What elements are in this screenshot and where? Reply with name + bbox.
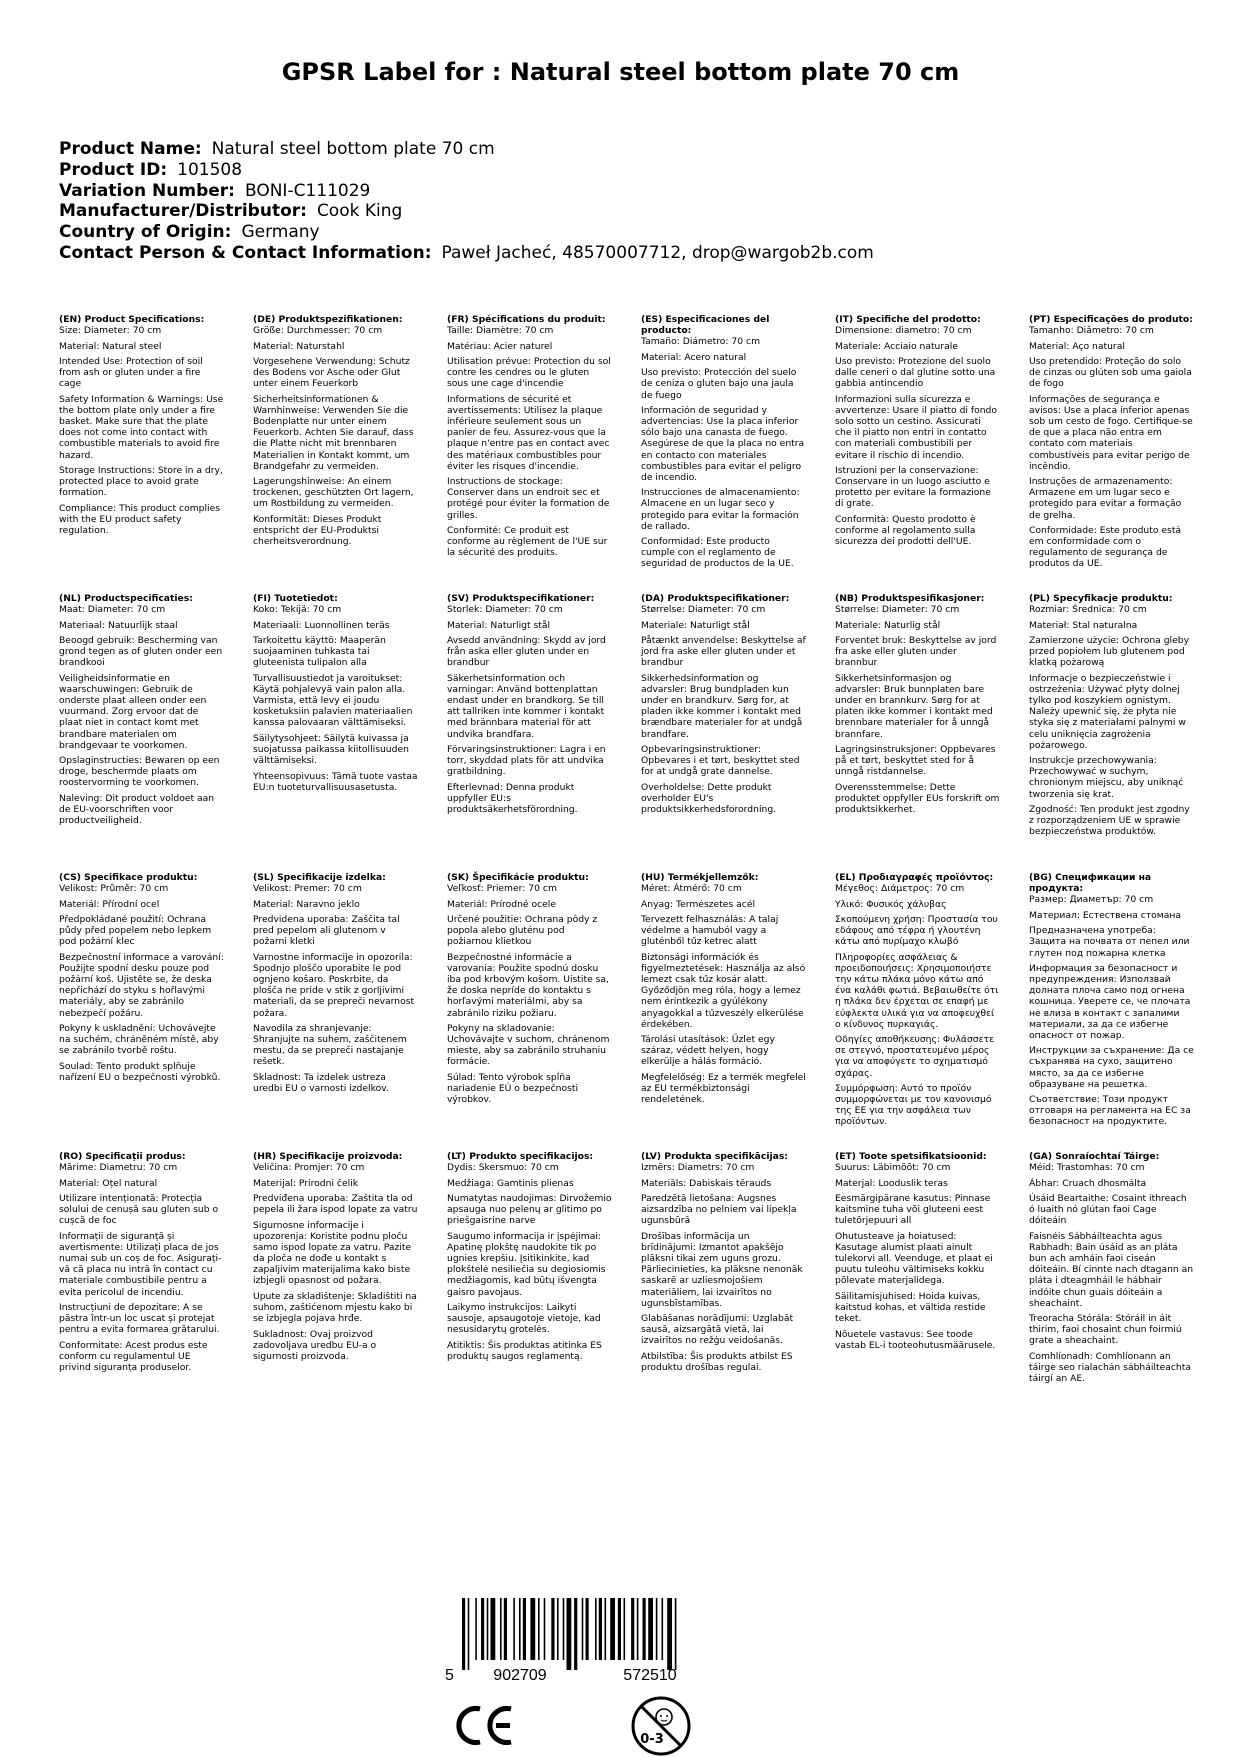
product-info-label: Variation Number: bbox=[59, 180, 235, 201]
spec-line: Comhlíonadh: Comhlíonann an táirge seo rialachán sábháilteachta táirgí an AE. bbox=[1029, 1351, 1191, 1385]
age-warning-text: 0-3 bbox=[640, 1732, 664, 1747]
spec-block bbox=[641, 314, 806, 574]
spec-line: Upute za skladištenje: Skladištiti na suhom, zaštićenom mjestu kako bi se izbjegla pojava hrđe. bbox=[253, 1291, 417, 1325]
spec-line: Turvallisuustiedot ja varoitukset: Käytä pohjalevyä vain palon alla. Varmista, että levy ei joudu kosketuksiin palavien materiaalien kanssa palovaaran välttämiseksi. bbox=[253, 673, 413, 729]
spec-line: Conformità: Questo prodotto è conforme al regolamento sulla sicurezza dei prodotti dell'UE. bbox=[835, 514, 976, 548]
spec-line: Instructions de stockage: Conserver dans un endroit sec et protégé pour éviter la formation de grilles. bbox=[447, 476, 610, 521]
barcode-bar bbox=[475, 1598, 477, 1660]
spec-line: Úsáid Beartaithe: Cosaint ithreach ó luaith nó glútan faoi Cage dóiteáin bbox=[1029, 1193, 1187, 1227]
spec-line: Размер: Диаметър: 70 cm bbox=[1029, 894, 1154, 906]
spec-line: Yhteensopivuus: Tämä tuote vastaa EU:n tuoteturvallisuusasetusta. bbox=[253, 770, 418, 793]
spec-line: Naleving: Dit product voldoet aan de EU-voorschriften voor productveiligheid. bbox=[59, 793, 215, 827]
product-info-value: BONI-C111029 bbox=[244, 180, 371, 201]
spec-header: (HU) Termékjellemzők: bbox=[641, 872, 759, 883]
spec-block bbox=[835, 872, 1000, 1132]
spec-header: (FR) Spécifications du produit: bbox=[447, 314, 606, 325]
spec-line: Vorgesehene Verwendung: Schutz des Bodens vor Asche oder Glut unter einem Feuerkorb bbox=[253, 356, 410, 390]
spec-line: Предназначена употреба: Защита на почвата от пепел или глутен под пожарна клетка bbox=[1029, 925, 1190, 959]
spec-line: Materiaali: Luonnollinen teräs bbox=[253, 619, 390, 631]
spec-line: Atbilstība: Šis produkts atbilst ES produktu drošības regulai. bbox=[641, 1351, 793, 1374]
spec-block bbox=[835, 1151, 1000, 1356]
spec-block bbox=[447, 314, 612, 563]
spec-line: Eesmärgipärane kasutus: Pinnase kaitsmine tuha või gluteeni eest tuletõrjepuuri all bbox=[835, 1193, 991, 1227]
spec-line: Istruzioni per la conservazione: Conservare in un luogo asciutto e protetto per evitare la formazione di grate. bbox=[835, 465, 991, 510]
barcode-bar bbox=[504, 1598, 507, 1660]
spec-line: Informações de segurança e avisos: Use a placa inferior apenas sob um cesto de fogo. Certifique-se de que a placa não entra em contato com materiais combustíveis para evitar perigo de incêndio. bbox=[1029, 394, 1193, 472]
spec-line: Určené použitie: Ochrana pôdy z popola alebo gluténu pod požiarnou klietkou bbox=[447, 914, 598, 948]
spec-line: Beoogd gebruik: Bescherming van grond tegen as of gluten onder een brandkooi bbox=[59, 635, 223, 669]
barcode-bar bbox=[491, 1598, 496, 1660]
spec-line: Informații de siguranță și avertismente: Utilizați placa de jos numai sub un coș de foc. Asigurați-vă că placa nu intră în contact cu materiale combustibile pentru a evita pericolul de incendiu. bbox=[59, 1231, 222, 1298]
spec-line: Sikkerhetsinformasjon og advarsler: Bruk bunnplaten bare under en brannkurv. Sørg for at platen ikke kommer i kontakt med brennbare materialer for å unngå brannfare. bbox=[835, 673, 993, 740]
spec-line: Материал: Естествена стомана bbox=[1029, 909, 1181, 921]
spec-header: (NB) Produktspesifikasjoner: bbox=[835, 593, 985, 604]
spec-block bbox=[835, 314, 1000, 552]
spec-line: Material: Naturstahl bbox=[253, 340, 345, 352]
spec-line: Predviđena uporaba: Zaštita tla od pepela ili žara ispod lopate za vatru bbox=[253, 1193, 418, 1216]
spec-line: Σκοπούμενη χρήση: Προστασία του εδάφους από τέφρα ή γλουτένη κάτω από πυρίμαχο κλωβό bbox=[835, 914, 998, 948]
spec-block bbox=[447, 593, 612, 820]
spec-line: Size: Diameter: 70 cm bbox=[59, 325, 162, 337]
spec-line: Efterlevnad: Denna produkt uppfyller EU:s produktsäkerhetsförordning. bbox=[447, 781, 578, 816]
barcode-bar bbox=[599, 1598, 602, 1660]
spec-line: Atitiktis: Šis produktas atitinka ES produktų saugos reglamentą. bbox=[447, 1339, 602, 1362]
spec-line: Størrelse: Diameter: 70 cm bbox=[641, 604, 766, 616]
spec-line: Varnostne informacije in opozorila: Spodnjo ploščo uporabite le pod ognjeno košaro. Poskrbite, da plošča ne pride v stik z gorljivimi materiali, da se prepreči nevarnost požara. bbox=[253, 952, 415, 1019]
spec-header: (HR) Specifikacije proizvoda: bbox=[253, 1151, 403, 1162]
spec-line: Materiale: Naturlig stål bbox=[835, 619, 941, 631]
spec-line: Υλικό: Φυσικός χάλυβας bbox=[835, 898, 947, 910]
spec-header: (GA) Sonraíochtaí Táirge: bbox=[1029, 1151, 1160, 1162]
spec-line: Uso pretendido: Proteção do solo de cinzas ou glúten sob uma gaiola de fogo bbox=[1029, 356, 1192, 390]
spec-line: Material: Oțel natural bbox=[59, 1177, 158, 1189]
barcode-bar bbox=[586, 1598, 589, 1660]
spec-line: Paredzētā lietošana: Augsnes aizsardzība no pelniem vai lipekļa ugunsbūrā bbox=[641, 1193, 797, 1227]
spec-block bbox=[253, 1151, 418, 1367]
product-info-value: 101508 bbox=[177, 159, 243, 180]
spec-line: Opslaginstructies: Bewaren op een droge, beschermde plaats om roostervorming te voorkomen. bbox=[59, 755, 220, 789]
product-info-label: Product ID: bbox=[59, 159, 168, 180]
spec-line: Avsedd användning: Skydd av jord från aska eller gluten under en brandbur bbox=[447, 635, 606, 669]
spec-header: (BG) Спецификации на продукта: bbox=[1029, 872, 1152, 895]
spec-line: Säilytysohjeet: Säilytä kuivassa ja suojatussa paikassa kiitollisuuden välttämiseksi. bbox=[253, 733, 409, 767]
barcode-bar bbox=[530, 1598, 535, 1660]
spec-block bbox=[253, 314, 418, 552]
spec-line: Πληροφορίες ασφάλειας & προειδοποιήσεις: Χρησιμοποιήστε την κάτω πλάκα μόνο κάτω από ένα καλάθι φωτιά. Βεβαιωθείτε ότι η πλάκα δεν έρχεται σε επαφή με εύφλεκτα υλικά για να αποφευχθεί ο κίνδυνος πυρκαγιάς. bbox=[835, 952, 999, 1030]
spec-block bbox=[59, 593, 224, 831]
barcode-bar bbox=[523, 1598, 526, 1660]
barcode-bar bbox=[610, 1598, 615, 1660]
spec-block bbox=[641, 872, 806, 1110]
barcode-bar bbox=[624, 1598, 626, 1660]
barcode-bar bbox=[618, 1598, 621, 1660]
spec-line: Predvidena uporaba: Zaščita tal pred pepelom ali glutenom v požarni kletki bbox=[253, 914, 400, 948]
spec-line: Instrukcje przechowywania: Przechowywać w suchym, chronionym miejscu, aby uniknąć tworzenia się krat. bbox=[1029, 755, 1184, 800]
spec-line: Koko: Tekijä: 70 cm bbox=[253, 604, 342, 616]
spec-line: Materjal: Looduslik teras bbox=[835, 1177, 948, 1189]
spec-line: Påtænkt anvendelse: Beskyttelse af jord fra aske eller gluten under et brandbur bbox=[641, 635, 806, 669]
spec-line: Μέγεθος: Διάμετρος: 70 cm bbox=[835, 883, 965, 895]
barcode-digits-left: 902709 bbox=[493, 1667, 547, 1684]
spec-line: Materiale: Naturligt stål bbox=[641, 619, 750, 631]
spec-line: Drošības informācija un brīdinājumi: Izmantot apakšējo plāksni tikai zem uguns grozu. Pārliecinieties, ka plāksne nenonāk saskarē ar uzliesmojošiem materiāliem, lai izvairītos no ugunsbīstamības. bbox=[641, 1231, 803, 1309]
spec-line: Veľkosť: Priemer: 70 cm bbox=[447, 883, 557, 895]
spec-line: Mărime: Diametru: 70 cm bbox=[59, 1162, 178, 1174]
spec-line: Säilitamisjuhised: Hoida kuivas, kaitstud kohas, et vältida restide teket. bbox=[835, 1291, 986, 1325]
spec-line: Tamaño: Diámetro: 70 cm bbox=[641, 336, 761, 348]
barcode bbox=[440, 1594, 750, 1686]
product-info-row bbox=[59, 160, 1189, 181]
spec-line: Materiāls: Dabiskais tērauds bbox=[641, 1177, 772, 1189]
spec-line: Taille: Diamètre: 70 cm bbox=[447, 325, 554, 337]
spec-header: (IT) Specifiche del prodotto: bbox=[835, 314, 981, 325]
spec-line: Информация за безопасност и предупреждения: Използвай долната плоча само под огнена кошница. Уверете се, че плочата не влиза в контакт с запалими материали, за да се избегне опасност от пожар. bbox=[1029, 963, 1191, 1041]
product-info-row bbox=[59, 201, 1189, 222]
spec-line: Veličina: Promjer: 70 cm bbox=[253, 1162, 365, 1174]
barcode-digit-first: 5 bbox=[445, 1667, 454, 1684]
spec-line: Uso previsto: Protezione del suolo dalle ceneri o dal glutine sotto una gabbia antincendio bbox=[835, 356, 996, 390]
spec-header: (SV) Produktspecifikationer: bbox=[447, 593, 595, 604]
spec-block bbox=[253, 872, 418, 1099]
spec-line: Laikymo instrukcijos: Laikyti sausoje, apsaugotoje vietoje, kad nesusidarytų grotelės. bbox=[447, 1302, 601, 1336]
barcode-bar bbox=[551, 1598, 554, 1660]
page-title: GPSR Label for : Natural steel bottom plate 70 cm bbox=[281, 58, 960, 86]
spec-block bbox=[447, 872, 612, 1110]
spec-line: Conformidad: Este producto cumple con el reglamento de seguridad de productos de la UE. bbox=[641, 536, 794, 570]
spec-line: Pokyny k uskladnění: Uchovávejte na suchém, chráněném místě, aby se zabránilo tvorbě roštu. bbox=[59, 1023, 219, 1057]
spec-line: Conformité: Ce produit est conforme au règlement de l'UE sur la sécurité des produits. bbox=[447, 525, 608, 559]
spec-line: Zgodność: Ten produkt jest zgodny z rozporządzeniem UE w sprawie bezpieczeństwa produktów. bbox=[1029, 804, 1190, 838]
spec-line: Veiligheidsinformatie en waarschuwingen: Gebruik de onderste plaat alleen onder een vuurmand. Zorg ervoor dat de plaat niet in contact komt met brandbare materialen om brandgevaar te voorkomen. bbox=[59, 673, 207, 751]
spec-line: Zamierzone użycie: Ochrona gleby przed popiołem lub glutenem pod klatką pożarową bbox=[1029, 635, 1190, 669]
spec-block bbox=[1029, 593, 1194, 842]
product-info-value: Cook King bbox=[316, 201, 403, 222]
spec-line: Tárolási utasítások: Üzlet egy száraz, védett helyen, hogy elkerülje a hálás formáció. bbox=[641, 1034, 775, 1068]
spec-line: Materiál: Přírodní ocel bbox=[59, 898, 160, 910]
spec-line: Instrucciones de almacenamiento: Almacene en un lugar seco y protegido para evitar la formación de rallado. bbox=[641, 487, 800, 532]
spec-line: Größe: Durchmesser: 70 cm bbox=[253, 325, 383, 337]
spec-line: Съответствие: Този продукт отговаря на регламента на ЕС за безопасност на продуктите. bbox=[1029, 1094, 1191, 1128]
spec-line: Megfelelőség: Ez a termék megfelel az EU termékbiztonsági rendeletének. bbox=[641, 1072, 806, 1106]
barcode-bar bbox=[648, 1598, 653, 1660]
barcode-bar bbox=[643, 1598, 646, 1660]
spec-block bbox=[447, 1151, 612, 1367]
barcode-bar bbox=[675, 1598, 677, 1670]
barcode-bar bbox=[631, 1598, 634, 1660]
spec-header: (LT) Produkto specifikacijos: bbox=[447, 1151, 594, 1162]
barcode-bar bbox=[487, 1598, 489, 1660]
spec-header: (EN) Product Specifications: bbox=[59, 314, 205, 325]
product-info-label: Manufacturer/Distributor: bbox=[59, 201, 307, 222]
spec-line: Utilisation prévue: Protection du sol contre les cendres ou le gluten sous une cage d'incendie bbox=[447, 356, 611, 390]
spec-line: Numatytas naudojimas: Dirvožemio apsauga nuo pelenų ar glitimo po priešgaisrine narve bbox=[447, 1193, 612, 1227]
product-info-label: Contact Person & Contact Information: bbox=[59, 242, 432, 263]
spec-header: (RO) Specificații produs: bbox=[59, 1151, 186, 1162]
barcode-bar bbox=[538, 1598, 540, 1660]
spec-line: Materijal: Prirodni čelik bbox=[253, 1177, 359, 1189]
barcode-bar bbox=[605, 1598, 607, 1660]
spec-line: Инструкции за съхранение: Да се съхранява на сухо, защитено място, за да се избегне образуване на решетка. bbox=[1029, 1045, 1194, 1090]
spec-header: (EL) Προδιαγραφές προϊόντος: bbox=[835, 872, 994, 883]
spec-line: Conformidade: Este produto está em conformidade com o regulamento de segurança de produtos da UE. bbox=[1029, 525, 1182, 570]
spec-line: Rozmiar: Średnica: 70 cm bbox=[1029, 604, 1147, 616]
spec-line: Förvaringsinstruktioner: Lagra i en torr, skyddad plats för att undvika gratbildning. bbox=[447, 744, 606, 778]
barcode-bar bbox=[662, 1598, 664, 1660]
spec-header: (PL) Specyfikacje produktu: bbox=[1029, 593, 1173, 604]
spec-line: Intended Use: Protection of soil from ash or gluten under a fire cage bbox=[59, 356, 203, 390]
spec-line: Instrucțiuni de depozitare: A se păstra într-un loc uscat și protejat pentru a evita formarea grătarului. bbox=[59, 1302, 220, 1336]
spec-line: Compliance: This product complies with the EU product safety regulation. bbox=[59, 502, 221, 537]
spec-header: (NL) Productspecificaties: bbox=[59, 593, 193, 604]
spec-line: Konformität: Dieses Produkt entspricht der EU-Produktsi cherheitsverordnung. bbox=[253, 514, 382, 548]
spec-line: Storage Instructions: Store in a dry, protected place to avoid grate formation. bbox=[59, 465, 223, 499]
barcode-bar bbox=[544, 1598, 546, 1660]
spec-header: (ES) Especificaciones del producto: bbox=[641, 314, 770, 337]
product-info-row bbox=[59, 222, 1189, 243]
spec-line: Συμμόρφωση: Αυτό το προϊόν συμμορφώνεται με τον κανονισμό της ΕΕ για την ασφάλεια των προϊόντων. bbox=[835, 1083, 992, 1128]
spec-line: Sigurnosne informacije i upozorenja: Koristite podnu ploču samo ispod lopate za vatru. Pazite da ploča ne dođe u kontakt s zapaljivim materijalima kako biste izbjegli opasnost od požara. bbox=[253, 1219, 412, 1287]
spec-header: (CS) Specifikace produktu: bbox=[59, 872, 198, 883]
spec-line: Suurus: Läbimõõt: 70 cm bbox=[835, 1162, 951, 1174]
spec-line: Dimensione: diametro: 70 cm bbox=[835, 325, 972, 337]
spec-line: Tarkoitettu käyttö: Maaperän suojaaminen tuhkasta tai gluteenista tulipalon alla bbox=[253, 635, 386, 669]
spec-line: Saugumo informacija ir įspėjimai: Apatinę plokštę naudokite tik po ugnies krepšiu. Įsitikinkite, kad plokštelė nesiliečia su degiosiomis medžiagomis, kad būtų išvengta gaisro pavojaus. bbox=[447, 1231, 606, 1298]
spec-line: Faisnéis Sábháilteachta agus Rabhadh: Bain úsáid as an pláta bun ach amháin faoi ciseán dóiteáin. Bí cinnte nach dtagann an pláta i dteagmháil le hábhair indóite chun guais dóiteáin a sheachaint. bbox=[1029, 1231, 1194, 1309]
spec-line: Safety Information & Warnings: Use the bottom plate only under a fire basket. Make sure that the plate does not come into contact with combustible materials to avoid fire hazard. bbox=[59, 394, 224, 461]
spec-line: Información de seguridad y advertencias: Use la placa inferior sólo bajo una canasta de fuego. Asegúrese de que la placa no entra en contacto con materiales combustibles para evitar el peligro de incendio. bbox=[641, 405, 805, 483]
spec-line: Informazioni sulla sicurezza e avvertenze: Usare il piatto di fondo solo sotto un cestino. Assicurati che il piatto non entri in contatto con materiali combustibili per evitare il rischio di incendio. bbox=[835, 394, 998, 461]
spec-line: Sukladnost: Ovaj proizvod zadovoljava uredbu EU-a o sigurnosti proizvoda. bbox=[253, 1328, 377, 1362]
spec-block bbox=[641, 1151, 806, 1378]
spec-line: Méret: Átmérő: 70 cm bbox=[641, 883, 742, 895]
spec-line: Forventet bruk: Beskyttelse av jord fra aske eller gluten under brannbur bbox=[835, 635, 997, 669]
spec-line: Tervezett felhasználás: A talaj védelme a hamuból vagy a gluténből tűz ketrec alatt bbox=[641, 914, 779, 948]
barcode-bar bbox=[500, 1598, 502, 1660]
spec-line: Velikost: Průměr: 70 cm bbox=[59, 883, 169, 895]
spec-line: Conformitate: Acest produs este conform cu regulamentul UE privind siguranța produselor. bbox=[59, 1339, 208, 1374]
product-info-row bbox=[59, 181, 1189, 202]
barcode-bar bbox=[563, 1598, 565, 1660]
spec-line: Ábhar: Cruach dhosmálta bbox=[1029, 1177, 1147, 1189]
spec-line: Material: Naturligt stål bbox=[447, 619, 551, 631]
spec-block bbox=[253, 593, 418, 798]
spec-header: (DE) Produktspezifikationen: bbox=[253, 314, 403, 325]
spec-line: Pokyny na skladovanie: Uchovávajte v suchom, chránenom mieste, aby sa zabránilo struhaniu formácie. bbox=[447, 1023, 610, 1068]
spec-line: Storlek: Diameter: 70 cm bbox=[447, 604, 563, 616]
product-info-label: Product Name: bbox=[59, 139, 202, 159]
age-warning-0-3-icon bbox=[630, 1695, 692, 1757]
spec-line: Overholdelse: Dette produkt overholder EU's produktsikkerhedsforordning. bbox=[641, 781, 777, 816]
spec-line: Tamanho: Diâmetro: 70 cm bbox=[1029, 325, 1154, 337]
spec-block bbox=[835, 593, 1000, 820]
spec-line: Předpokládané použití: Ochrana půdy před popelem nebo lepkem pod požární klec bbox=[59, 914, 212, 948]
spec-line: Matériau: Acier naturel bbox=[447, 340, 553, 352]
spec-header: (FI) Tuotetiedot: bbox=[253, 593, 338, 604]
barcode-bar bbox=[481, 1598, 484, 1660]
spec-line: Ohutusteave ja hoiatused: Kasutage alumist plaati ainult tulekorvi all. Veenduge, et plaat ei puutu tuleohu vältimiseks kokku põlevate materjalidega. bbox=[835, 1231, 993, 1287]
spec-line: Medžiaga: Gamtinis plienas bbox=[447, 1177, 574, 1189]
barcode-bar bbox=[582, 1598, 584, 1660]
spec-line: Materiaal: Natuurlijk staal bbox=[59, 619, 178, 631]
spec-block bbox=[59, 872, 224, 1088]
spec-line: Bezpečnostní informace a varování: Použijte spodní desku pouze pod požární koš. Ujistěte se, že deska nepřichází do styku s hořlavými materiály, aby se zabránilo nebezpečí požáru. bbox=[59, 952, 224, 1019]
spec-header: (SK) Špecifikácie produktu: bbox=[447, 872, 589, 883]
spec-line: Materiał: Stal naturalna bbox=[1029, 619, 1138, 631]
barcode-bar bbox=[656, 1598, 658, 1660]
spec-line: Nõuetele vastavus: See toode vastab EL-i tooteohutusmäärusele. bbox=[835, 1328, 996, 1351]
spec-line: Opbevaringsinstruktioner: Opbevares i et tørt, beskyttet sted for at undgå grate dannelse. bbox=[641, 744, 800, 778]
barcode-bar bbox=[519, 1598, 521, 1660]
spec-line: Materiál: Prírodné ocele bbox=[447, 898, 557, 910]
spec-block bbox=[59, 1151, 224, 1378]
spec-line: Informacje o bezpieczeństwie i ostrzeżenia: Używać płyty dolnej tylko pod koszykiem ognistym. Należy upewnić się, że płyta nie styka się z materiałami palnymi w celu uniknięcia zagrożenia pożarowego. bbox=[1029, 673, 1186, 751]
barcode-bar bbox=[595, 1598, 597, 1660]
spec-block bbox=[1029, 872, 1194, 1132]
spec-line: Material: Natural steel bbox=[59, 340, 162, 352]
spec-block bbox=[1029, 1151, 1194, 1389]
spec-line: Anyag: Természetes acél bbox=[641, 898, 756, 910]
spec-header: (DA) Produktspecifikationer: bbox=[641, 593, 790, 604]
spec-header: (LV) Produkta specifikācijas: bbox=[641, 1151, 788, 1162]
ce-mark-icon bbox=[456, 1703, 516, 1748]
barcode-bar bbox=[637, 1598, 639, 1660]
barcode-bar bbox=[468, 1598, 470, 1670]
spec-line: Material: Aço natural bbox=[1029, 340, 1125, 352]
barcode-bars bbox=[462, 1598, 676, 1670]
spec-header: (ET) Toote spetsifikatsioonid: bbox=[835, 1151, 987, 1162]
spec-block bbox=[641, 593, 806, 820]
product-info-row bbox=[59, 139, 1189, 160]
spec-line: Material: Naravno jeklo bbox=[253, 898, 360, 910]
barcode-bar bbox=[667, 1598, 672, 1670]
spec-line: Οδηγίες αποθήκευσης: Φυλάσσετε σε στεγνό, προστατευμένο μέρος για να αποφύγετε το σχηματισμό σχάρας. bbox=[835, 1034, 995, 1079]
spec-line: Soulad: Tento produkt splňuje nařízení EU o bezpečnosti výrobků. bbox=[59, 1060, 221, 1083]
barcode-bar bbox=[557, 1598, 559, 1660]
product-info-label: Country of Origin: bbox=[59, 222, 232, 243]
product-info bbox=[59, 139, 1189, 264]
spec-line: Lagerungshinweise: An einem trockenen, geschützten Ort lagern, um Rostbildung zu vermeiden. bbox=[253, 476, 414, 510]
spec-line: Glabāšanas norādījumi: Uzglabāt sausā, aizsargātā vietā, lai izvairītos no režģu veidošanās. bbox=[641, 1313, 794, 1347]
spec-block bbox=[1029, 314, 1194, 574]
product-info-value: Paweł Jacheć, 48570007712, drop@wargob2b.com bbox=[441, 242, 874, 263]
spec-block bbox=[59, 314, 224, 541]
spec-line: Dydis: Skersmuo: 70 cm bbox=[447, 1162, 559, 1174]
product-info-row bbox=[59, 243, 1189, 264]
barcode-bar bbox=[513, 1598, 515, 1660]
product-info-value: Natural steel bottom plate 70 cm bbox=[211, 139, 495, 159]
spec-line: Overensstemmelse: Dette produktet oppfyller EUs forskrift om produktsikkerhet. bbox=[835, 781, 1000, 816]
spec-line: Material: Acero natural bbox=[641, 351, 747, 363]
spec-line: Maat: Diameter: 70 cm bbox=[59, 604, 166, 616]
spec-line: Sikkerhedsinformation og advarsler: Brug bundpladen kun under en brandkurv. Sørg for, at pladen ikke kommer i kontakt med brændbare materialer for at undgå brandfare. bbox=[641, 673, 803, 740]
spec-line: Skladnost: Ta izdelek ustreza uredbi EU o varnosti izdelkov. bbox=[253, 1072, 389, 1095]
spec-line: Méid: Trastomhas: 70 cm bbox=[1029, 1162, 1145, 1174]
barcode-bar bbox=[574, 1598, 577, 1670]
spec-line: Uso previsto: Protección del suelo de ceniza o gluten bajo una jaula de fuego bbox=[641, 367, 797, 401]
spec-line: Utilizare intenționată: Protecția solului de cenușă sau gluten sub o cușcă de foc bbox=[59, 1193, 219, 1227]
spec-line: Sicherheitsinformationen & Warnhinweise: Verwenden Sie die Bodenplatte nur unter einem Feuerkorb. Achten Sie darauf, dass die Platte nicht mit brennbaren Materialien in Kontakt kommt, um Brandgefahr zu vermeiden. bbox=[253, 394, 414, 472]
product-info-value: Germany bbox=[241, 222, 320, 243]
spec-header: (PT) Especificações do produto: bbox=[1029, 314, 1193, 325]
barcode-bar bbox=[567, 1598, 572, 1670]
spec-header: (SL) Specifikacije izdelka: bbox=[253, 872, 386, 883]
spec-line: Materiale: Acciaio naturale bbox=[835, 340, 958, 352]
spec-line: Instruções de armazenamento: Armazene em um lugar seco e protegido para evitar a formação de grelha. bbox=[1029, 476, 1182, 521]
spec-line: Navodila za shranjevanje: Shranjujte na suhem, zaščitenem mestu, da se prepreči nastajanje rešetk. bbox=[253, 1023, 407, 1068]
spec-line: Velikost: Premer: 70 cm bbox=[253, 883, 362, 895]
spec-line: Treoracha Stórála: Stóráil in áit thirim, faoi chosaint chun foirmiú grate a sheachaint. bbox=[1029, 1313, 1182, 1347]
spec-line: Súlad: Tento výrobok spĺňa nariadenie EÚ o bezpečnosti výrobkov. bbox=[447, 1072, 579, 1106]
spec-line: Bezpečnostné informácie a varovania: Použite spodnú dosku iba pod krbovým košom. Uistite sa, že doska nepríde do kontaktu s horľavými materiálmi, aby sa zabránilo riziku požiaru. bbox=[447, 952, 609, 1019]
barcode-bar bbox=[462, 1598, 465, 1670]
spec-line: Lagringsinstruksjoner: Oppbevares på et tørt, beskyttet sted for å unngå ristdannelse. bbox=[835, 744, 996, 778]
spec-line: Størrelse: Diameter: 70 cm bbox=[835, 604, 960, 616]
spec-line: Informations de sécurité et avertissements: Utilisez la plaque inférieure seulement sous un panier de feu. Assurez-vous que la plaque n'entre pas en contact avec des matériaux combustibles pour éviter les risques d'incendie. bbox=[447, 394, 610, 472]
barcode-digits-right: 572510 bbox=[623, 1667, 677, 1684]
spec-line: Biztonsági információk és figyelmeztetések: Használja az alsó lemezt csak tűz kosár alatt. Győződjön meg róla, hogy a lemez nem érintkezik a gyúlékony anyagokkal a tűzveszély elkerülése érdekében. bbox=[641, 952, 806, 1030]
spec-line: Izmērs: Diametrs: 70 cm bbox=[641, 1162, 755, 1174]
spec-line: Säkerhetsinformation och varningar: Använd bottenplattan endast under en brandkorg. Se till att tallriken inte kommer i kontakt med brännbara material för att undvika brandfara. bbox=[447, 673, 605, 740]
